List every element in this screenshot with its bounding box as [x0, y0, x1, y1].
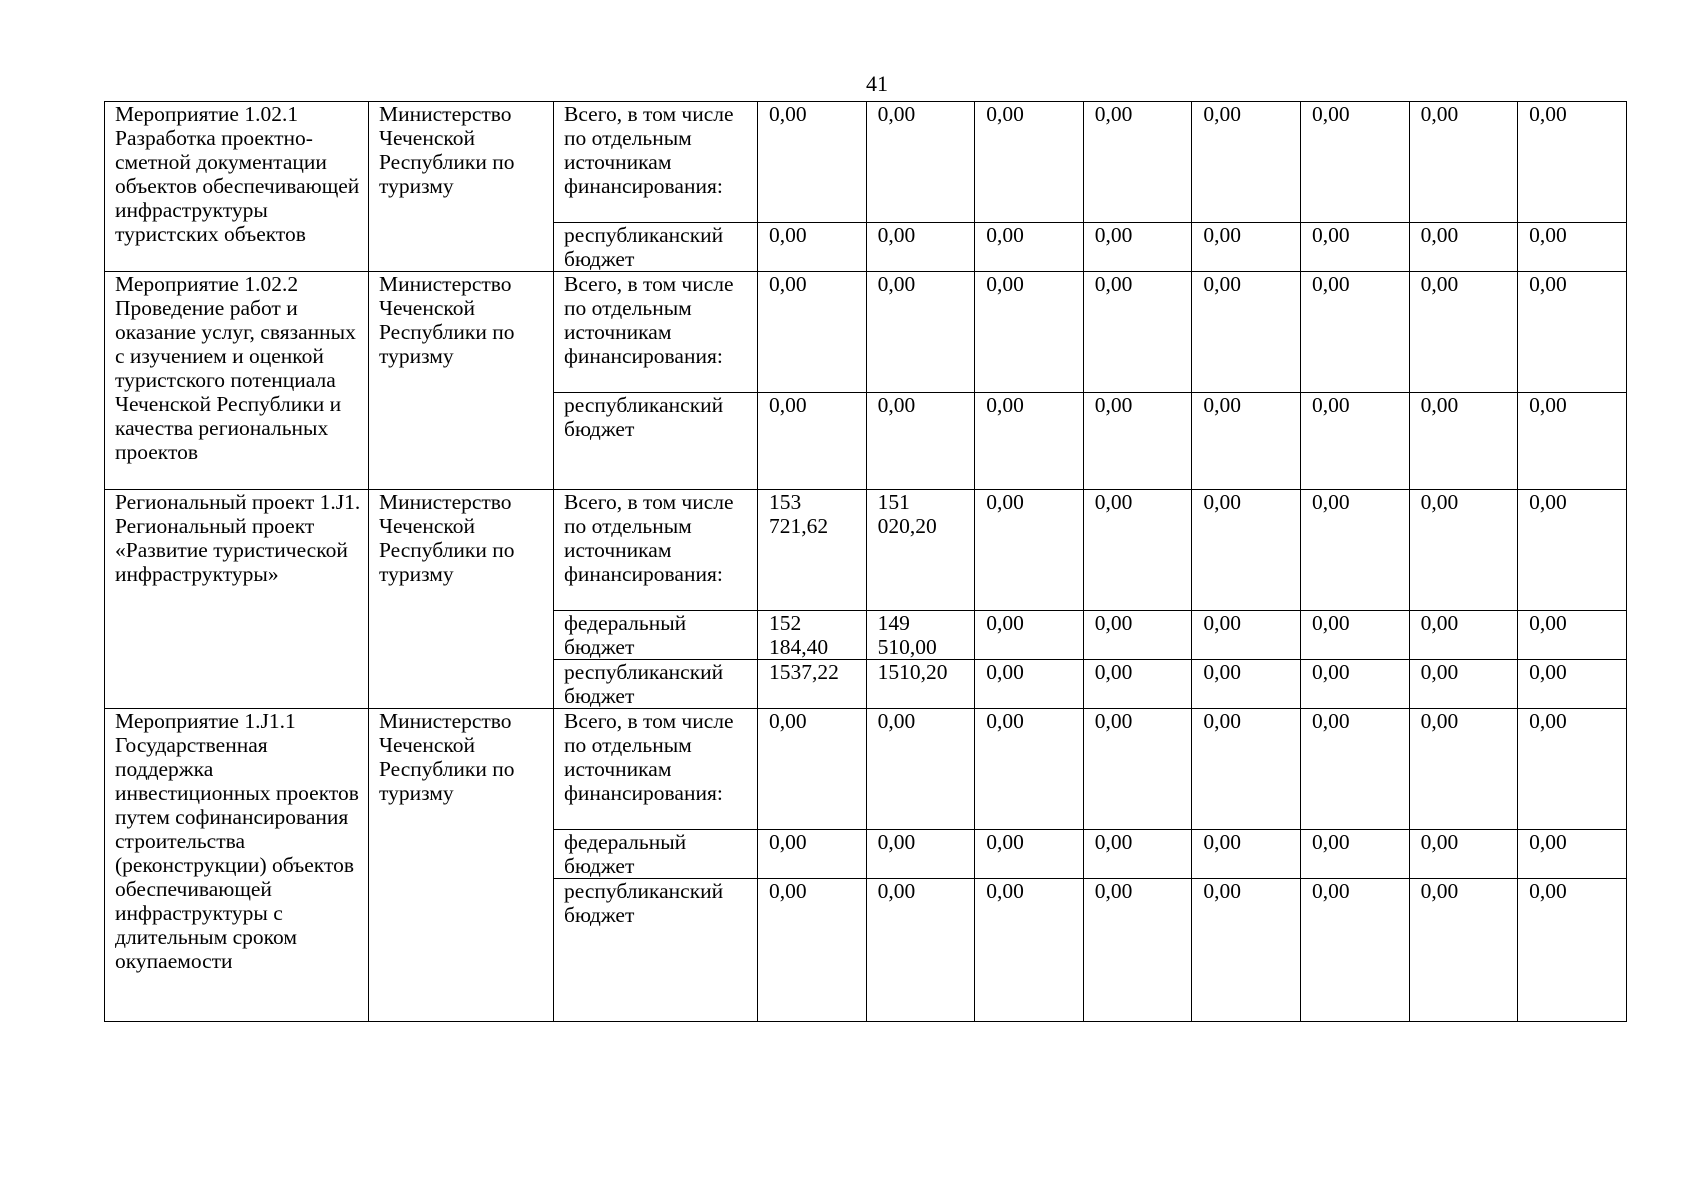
amount-cell — [758, 223, 867, 272]
amount-cell — [1518, 830, 1627, 879]
amount-cell — [1083, 879, 1192, 1022]
funding-source-label: федеральный бюджет — [564, 611, 692, 659]
amount-cell — [866, 223, 975, 272]
amount-cell — [1083, 490, 1192, 611]
amount-cell — [758, 393, 867, 490]
amount-cell — [975, 102, 1084, 223]
funding-source-label: Всего, в том числе по отдельным источникам финансирования: — [564, 490, 739, 586]
amount-cell — [1192, 709, 1301, 830]
amount-cell — [1083, 102, 1192, 223]
amount-value: 0,00 — [877, 102, 916, 126]
funding-source-label: республиканский бюджет — [564, 879, 729, 927]
amount-cell — [975, 660, 1084, 709]
amount-cell — [758, 272, 867, 393]
amount-value: 1510,20 — [877, 660, 948, 684]
executor-name: Министерство Чеченской Республики по туризму — [379, 102, 520, 198]
amount-value: 153 721,62 — [769, 490, 829, 538]
activity-name-cell — [105, 102, 369, 272]
amount-value: 0,00 — [769, 102, 807, 126]
activity-name: Мероприятие 1.J1.1 Государственная поддержка инвестиционных проектов путем софинансирования строительства (реконструкции) объектов обеспечивающей инфраструктуры с длительным сроком окупаемости — [115, 709, 365, 973]
amount-cell — [975, 830, 1084, 879]
amount-cell — [1409, 611, 1518, 660]
amount-value: 0,00 — [986, 490, 1024, 514]
activity-name: Мероприятие 1.02.2 Проведение работ и оказание услуг, связанных с изучением и оценкой туристского потенциала Чеченской Республики и качества региональных проектов — [115, 272, 362, 464]
amount-value: 0,00 — [1311, 223, 1350, 247]
amount-value: 0,00 — [1420, 393, 1459, 417]
amount-cell — [1192, 393, 1301, 490]
amount-value: 1537,22 — [769, 660, 839, 684]
amount-value: 0,00 — [1529, 272, 1567, 296]
funding-source-cell — [554, 102, 758, 223]
amount-value: 0,00 — [1094, 490, 1133, 514]
amount-value: 0,00 — [1094, 611, 1133, 635]
table-row — [105, 490, 1627, 611]
amount-value: 0,00 — [1203, 611, 1241, 635]
amount-cell — [1409, 272, 1518, 393]
page-number: 41 — [866, 71, 888, 96]
amount-cell — [758, 660, 867, 709]
amount-value: 0,00 — [877, 393, 916, 417]
amount-cell — [975, 611, 1084, 660]
table-row — [105, 272, 1627, 393]
amount-value: 0,00 — [1311, 102, 1350, 126]
amount-value: 0,00 — [1529, 709, 1567, 733]
amount-value: 0,00 — [986, 102, 1024, 126]
amount-cell — [1300, 709, 1409, 830]
amount-value: 0,00 — [877, 879, 916, 903]
amount-value: 0,00 — [1529, 879, 1567, 903]
funding-source-cell — [554, 393, 758, 490]
amount-cell — [975, 223, 1084, 272]
amount-value: 0,00 — [1529, 102, 1567, 126]
amount-value: 0,00 — [1203, 490, 1241, 514]
executor-cell — [369, 490, 554, 709]
amount-value: 0,00 — [1094, 879, 1133, 903]
amount-value: 0,00 — [986, 660, 1024, 684]
amount-cell — [1409, 830, 1518, 879]
amount-cell — [1518, 490, 1627, 611]
amount-cell — [1083, 830, 1192, 879]
table-body — [105, 102, 1627, 1022]
amount-cell — [1300, 611, 1409, 660]
activity-name: Региональный проект 1.J1. Региональный проект «Развитие туристической инфраструктуры» — [115, 490, 366, 586]
amount-value: 0,00 — [1311, 490, 1350, 514]
amount-value: 0,00 — [1420, 660, 1459, 684]
amount-cell — [758, 879, 867, 1022]
amount-cell — [975, 272, 1084, 393]
activity-name: Мероприятие 1.02.1 Разработка проектно-сметной документации объектов обеспечивающей инфраструктуры туристских объектов — [115, 102, 365, 246]
amount-cell — [1518, 709, 1627, 830]
amount-value: 0,00 — [986, 709, 1024, 733]
amount-cell — [1300, 223, 1409, 272]
amount-cell — [975, 709, 1084, 830]
amount-value: 0,00 — [986, 830, 1024, 854]
amount-value: 0,00 — [1203, 830, 1241, 854]
amount-value: 0,00 — [1420, 830, 1459, 854]
amount-cell — [758, 709, 867, 830]
amount-value: 0,00 — [1094, 660, 1133, 684]
amount-value: 0,00 — [877, 830, 916, 854]
amount-value: 0,00 — [1529, 660, 1567, 684]
funding-source-label: республиканский бюджет — [564, 223, 729, 271]
amount-cell — [1083, 611, 1192, 660]
executor-cell — [369, 102, 554, 272]
amount-cell — [866, 102, 975, 223]
amount-cell — [758, 490, 867, 611]
amount-value: 0,00 — [1203, 709, 1241, 733]
amount-value: 152 184,40 — [769, 611, 829, 659]
amount-value: 0,00 — [1311, 879, 1350, 903]
amount-value: 0,00 — [1420, 879, 1459, 903]
amount-value: 0,00 — [1420, 490, 1459, 514]
executor-cell — [369, 272, 554, 490]
amount-value: 0,00 — [1311, 611, 1350, 635]
amount-value: 0,00 — [1094, 393, 1133, 417]
amount-value: 0,00 — [1203, 660, 1241, 684]
amount-cell — [866, 611, 975, 660]
amount-cell — [1300, 272, 1409, 393]
funding-source-cell — [554, 660, 758, 709]
amount-value: 0,00 — [877, 272, 916, 296]
budget-table — [104, 101, 1627, 1022]
amount-cell — [975, 879, 1084, 1022]
amount-value: 0,00 — [769, 830, 807, 854]
amount-value: 0,00 — [1094, 272, 1133, 296]
amount-cell — [1518, 879, 1627, 1022]
amount-cell — [975, 490, 1084, 611]
amount-cell — [1192, 879, 1301, 1022]
amount-cell — [1409, 102, 1518, 223]
amount-value: 0,00 — [769, 272, 807, 296]
amount-cell — [1300, 102, 1409, 223]
amount-cell — [1518, 272, 1627, 393]
amount-cell — [866, 879, 975, 1022]
amount-value: 0,00 — [769, 393, 807, 417]
funding-source-cell — [554, 709, 758, 830]
funding-source-label: республиканский бюджет — [564, 660, 729, 708]
executor-name: Министерство Чеченской Республики по туризму — [379, 490, 520, 586]
amount-cell — [1192, 490, 1301, 611]
amount-cell — [866, 272, 975, 393]
amount-cell — [1083, 272, 1192, 393]
amount-value: 151 020,20 — [877, 490, 937, 538]
amount-cell — [1300, 490, 1409, 611]
amount-cell — [1518, 611, 1627, 660]
amount-cell — [1409, 709, 1518, 830]
amount-value: 0,00 — [1203, 393, 1241, 417]
amount-cell — [1409, 490, 1518, 611]
funding-source-label: Всего, в том числе по отдельным источникам финансирования: — [564, 102, 739, 198]
funding-source-cell — [554, 611, 758, 660]
amount-cell — [1518, 223, 1627, 272]
amount-value: 0,00 — [1420, 223, 1459, 247]
amount-value: 0,00 — [1529, 223, 1567, 247]
amount-value: 0,00 — [1420, 272, 1459, 296]
amount-value: 0,00 — [1203, 879, 1241, 903]
funding-source-cell — [554, 879, 758, 1022]
amount-value: 0,00 — [1420, 709, 1459, 733]
amount-value: 0,00 — [1529, 490, 1567, 514]
amount-cell — [1409, 393, 1518, 490]
activity-name-cell — [105, 709, 369, 1022]
amount-value: 0,00 — [769, 709, 807, 733]
amount-cell — [1300, 879, 1409, 1022]
amount-cell — [1518, 102, 1627, 223]
amount-cell — [1192, 272, 1301, 393]
amount-cell — [1083, 660, 1192, 709]
amount-value: 0,00 — [986, 611, 1024, 635]
amount-cell — [1300, 660, 1409, 709]
amount-cell — [1192, 611, 1301, 660]
funding-source-cell — [554, 490, 758, 611]
amount-cell — [975, 393, 1084, 490]
amount-cell — [1300, 830, 1409, 879]
amount-value: 0,00 — [1311, 830, 1350, 854]
funding-source-cell — [554, 223, 758, 272]
amount-value: 0,00 — [769, 223, 807, 247]
amount-value: 0,00 — [1094, 709, 1133, 733]
executor-name: Министерство Чеченской Республики по туризму — [379, 709, 520, 805]
amount-cell — [1083, 393, 1192, 490]
activity-name-cell — [105, 490, 369, 709]
amount-cell — [866, 709, 975, 830]
amount-cell — [866, 393, 975, 490]
activity-name-cell — [105, 272, 369, 490]
amount-cell — [866, 490, 975, 611]
amount-value: 0,00 — [769, 879, 807, 903]
amount-value: 0,00 — [986, 393, 1024, 417]
amount-cell — [1083, 223, 1192, 272]
table-row — [105, 102, 1627, 223]
amount-cell — [866, 660, 975, 709]
amount-value: 0,00 — [986, 223, 1024, 247]
funding-source-label: Всего, в том числе по отдельным источникам финансирования: — [564, 272, 739, 368]
amount-cell — [1409, 660, 1518, 709]
amount-value: 0,00 — [1311, 272, 1350, 296]
executor-cell — [369, 709, 554, 1022]
amount-cell — [1192, 830, 1301, 879]
amount-cell — [1300, 393, 1409, 490]
funding-source-label: федеральный бюджет — [564, 830, 692, 878]
amount-cell — [1518, 660, 1627, 709]
funding-source-label: республиканский бюджет — [564, 393, 729, 441]
amount-value: 0,00 — [877, 223, 916, 247]
amount-cell — [866, 830, 975, 879]
amount-value: 0,00 — [1094, 223, 1133, 247]
amount-cell — [1192, 660, 1301, 709]
amount-value: 0,00 — [1529, 611, 1567, 635]
amount-value: 0,00 — [1203, 223, 1241, 247]
amount-value: 0,00 — [877, 709, 916, 733]
amount-value: 0,00 — [1529, 830, 1567, 854]
amount-value: 0,00 — [1529, 393, 1567, 417]
amount-cell — [758, 611, 867, 660]
table-row — [105, 709, 1627, 830]
amount-value: 0,00 — [1094, 102, 1133, 126]
amount-value: 0,00 — [1311, 709, 1350, 733]
amount-value: 0,00 — [1420, 102, 1459, 126]
amount-cell — [758, 102, 867, 223]
funding-source-cell — [554, 272, 758, 393]
amount-value: 0,00 — [1311, 393, 1350, 417]
amount-cell — [1192, 102, 1301, 223]
amount-cell — [1409, 879, 1518, 1022]
executor-name: Министерство Чеченской Республики по туризму — [379, 272, 520, 368]
amount-value: 0,00 — [1420, 611, 1459, 635]
amount-value: 0,00 — [1203, 102, 1241, 126]
amount-value: 0,00 — [986, 272, 1024, 296]
amount-cell — [1192, 223, 1301, 272]
amount-value: 0,00 — [1094, 830, 1133, 854]
amount-value: 0,00 — [1203, 272, 1241, 296]
amount-value: 0,00 — [1311, 660, 1350, 684]
amount-cell — [758, 830, 867, 879]
amount-value: 0,00 — [986, 879, 1024, 903]
amount-cell — [1083, 709, 1192, 830]
amount-cell — [1518, 393, 1627, 490]
amount-value: 149 510,00 — [877, 611, 937, 659]
funding-source-cell — [554, 830, 758, 879]
amount-cell — [1409, 223, 1518, 272]
funding-source-label: Всего, в том числе по отдельным источникам финансирования: — [564, 709, 739, 805]
